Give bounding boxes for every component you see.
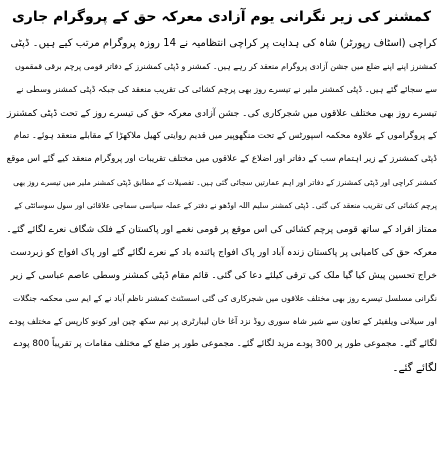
article-line: کمشنر کراچی اور ڈپٹی کمشنرز کے دفاتر اور اہم عمارتیں سجائی گئی ہیں۔ تفصیلات کے مطابق ڈپٹی کمشنر ملیر میں تیسرے روز بھی: [13, 178, 437, 188]
article-line: کراچی (اسٹاف رپورٹر) شاہ کی ہدایت پر کراچی انتظامیہ نے 14 روزہ پروگرام مرتب کیے ہیں۔ ڈپٹی: [10, 38, 437, 49]
article-line: لگائے گئے۔: [392, 361, 437, 374]
article-line: نگرانی مسلسل تیسرے روز بھی مختلف علاقوں میں شجرکاری کی گئی اسسٹنٹ کمشنر ناظم آباد نے کے ایم سی محکمہ جنگلات: [12, 294, 437, 304]
article-line: ممتاز افراد کے ساتھ قومی پرچم کشائی کی اس موقع پر قومی نغمے اور پاکستان کے فلک شگاف نعرے لگائے گئے۔: [6, 223, 437, 235]
article-line: لگائے گئے۔ مجموعی طور پر 300 پودے مزید لگائے گئے۔ مجموعی طور پر ضلع کے مختلف مقامات پر تقریباً 800 پودے: [13, 339, 437, 350]
article-line: کے پروگراموں کے علاوہ محکمہ اسپورٹس کے تحت منگھوپیر میں قدیم روایتی کھیل ملاکھڑا کے مقابلے منعقد ہوئے۔ تمام: [13, 130, 437, 141]
article-headline: کمشنر کی زیر نگرانی یوم آزادی معرکہ حق کے پروگرام جاری: [11, 9, 432, 25]
article-line: اور سیلانی ویلفیئر کے تعاون سے شیر شاہ سوری روڈ نزد آغا خان لیبارٹری پر نیم سکھ چین اور کونو کارپس کے مختلف پودے: [9, 316, 437, 327]
article-line: پرچم کشائی کی تقریب منعقد کی گئی۔ ڈپٹی کمشنر سلیم اللہ اوڈھو نے دفتر کے عملہ سیاسی سماجی علاقائی اور سول سوسائٹی کے: [14, 201, 437, 211]
article-line: ڈپٹی کمشنرز کے زیر اہتمام سب کے دفاتر اور اضلاع کے علاقوں میں مختلف تقریبات اور پروگرام منعقد کیے گئے اس موقع: [6, 153, 437, 164]
article-line: کمشنرز اپنے اپنے ضلع میں جشن آزادی پروگرام منعقد کر رہے ہیں۔ کمشنر و ڈپٹی کمشنرز کے دفاتر قومی پرچم برقی قمقموں: [14, 62, 437, 72]
article-body: [6, 32, 437, 380]
article-line: تیسرے روز بھی مختلف علاقوں میں شجرکاری کی۔ جشن آزادی معرکہ حق کی تیسرے روز کے تحت ڈپٹی کمشنرز: [7, 107, 437, 119]
article-line: سے سجائے گئے ہیں۔ ڈپٹی کمشنر ملیر نے تیسرے روز بھی پرچم کشائی کی تقریب منعقد کی جبکہ ڈپٹی کمشنر وسطی نے: [16, 84, 437, 95]
article-line: معرکہ حق کی کامیابی پر پاکستان زندہ آباد اور پاک افواج پائندہ باد کے نعرے لگائے گئے اور پاک افواج کو زبردست: [10, 246, 437, 258]
article-line: خراج تحسین پیش کیا گیا ملک کی ترقی کیلئے دعا کی گئی۔ قائم مقام ڈپٹی کمشنر وسطی عاصم عباسی کے زیر: [10, 269, 437, 281]
